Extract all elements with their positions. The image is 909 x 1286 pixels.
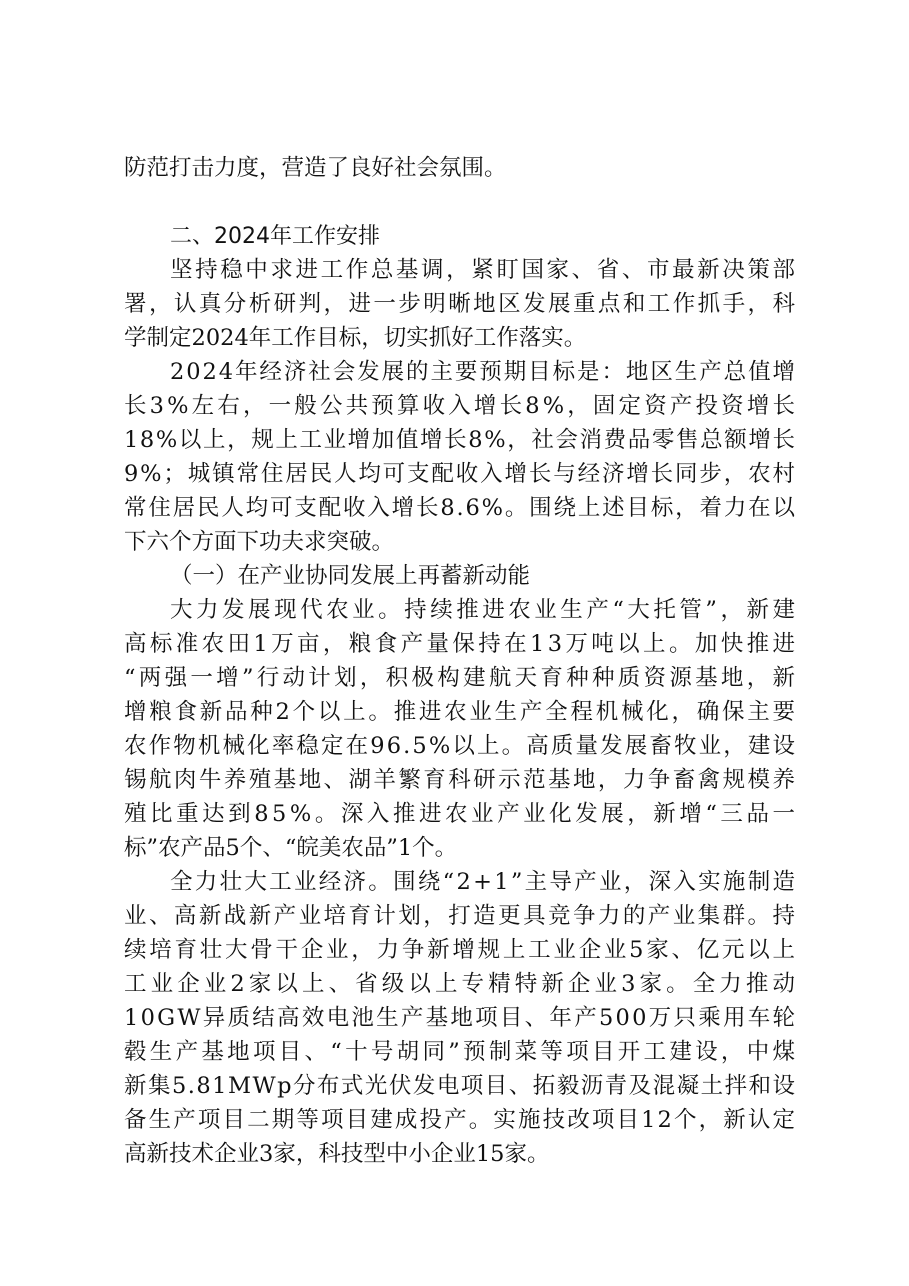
paragraph-4-line-3: 续培育壮大骨干企业，力争新增规上工业企业5家、亿元以上: [124, 937, 798, 963]
paragraph-line: [0, 1002, 909, 1034]
paragraph-3-line-5: 农作物机械化率稳定在96.5%以上。高质量发展畜牧业，建设: [124, 733, 798, 759]
paragraph-line: [0, 1104, 909, 1136]
paragraph-line: [0, 254, 909, 286]
paragraph-2-line-4: 9%；城镇常住居民人均可支配收入增长与经济增长同步，农村: [124, 461, 797, 487]
paragraph-2-line-5: 常住居民人均可支配收入增长8.6%。围绕上述目标，着力在以: [124, 495, 797, 521]
paragraph-3-line-7: 殖比重达到85%。深入推进农业产业化发展，新增“三品一: [124, 801, 799, 827]
paragraph-line: [0, 322, 909, 354]
paragraph-line: [0, 1138, 909, 1170]
paragraph-line: [0, 356, 909, 388]
paragraph-line: [0, 832, 909, 864]
subsection-heading: [0, 560, 909, 592]
paragraph-line: [0, 730, 909, 762]
paragraph-line: [0, 1036, 909, 1068]
paragraph-line: [0, 934, 909, 966]
paragraph-line: [0, 798, 909, 830]
text-line: [0, 152, 909, 184]
paragraph-4-line-5: 10GW异质结高效电池生产基地项目、年产500万只乘用车轮: [124, 1005, 798, 1031]
paragraph-1-line-3: 学制定2024年工作目标，切实抓好工作落实。: [124, 325, 587, 351]
section-heading-text: 二、2024年工作安排: [170, 224, 380, 249]
subsection-heading-text: （一）在产业协同发展上再蓄新动能: [170, 563, 531, 589]
paragraph-4-line-7: 新集5.81MWp分布式光伏发电项目、拓毅沥青及混凝土拌和设: [124, 1073, 797, 1099]
paragraph-line: [0, 594, 909, 626]
paragraph-1-line-1: 坚持稳中求进工作总基调，紧盯国家、省、市最新决策部: [170, 257, 798, 283]
paragraph-4-line-2: 业、高新战新产业培育计划，打造更具竞争力的产业集群。持: [124, 903, 798, 929]
paragraph-line: [0, 866, 909, 898]
paragraph-line: [0, 526, 909, 558]
paragraph-4-line-8: 备生产项目二期等项目建成投产。实施技改项目12个，新认定: [124, 1107, 798, 1133]
paragraph-3-line-8: 标”农产品5个、“皖美农品”1个。: [124, 835, 458, 861]
paragraph-1-line-2: 署，认真分析研判，进一步明晰地区发展重点和工作抓手，科: [124, 291, 798, 317]
intro-tail-text: 防范打击力度，营造了良好社会氛围。: [124, 155, 507, 181]
paragraph-line: [0, 628, 909, 660]
paragraph-line: [0, 458, 909, 490]
paragraph-4-line-4: 工业企业2家以上、省级以上专精特新企业3家。全力推动: [124, 971, 800, 997]
paragraph-2-line-3: 18%以上，规上工业增加值增长8%，社会消费品零售总额增长: [124, 427, 797, 453]
paragraph-3-line-3: “两强一增”行动计划，积极构建航天育种种质资源基地，新: [124, 665, 799, 691]
paragraph-3-line-2: 高标准农田1万亩，粮食产量保持在13万吨以上。加快推进: [124, 631, 799, 657]
paragraph-2-line-2: 长3%左右，一般公共预算收入增长8%，固定资产投资增长: [124, 393, 799, 419]
paragraph-line: [0, 492, 909, 524]
paragraph-4-line-1: 全力壮大工业经济。围绕“2+1”主导产业，深入实施制造: [170, 869, 798, 895]
paragraph-line: [0, 900, 909, 932]
paragraph-line: [0, 424, 909, 456]
paragraph-2-line-6: 下六个方面下功夫求突破。: [124, 529, 395, 555]
paragraph-line: [0, 288, 909, 320]
paragraph-line: [0, 968, 909, 1000]
paragraph-line: [0, 764, 909, 796]
section-heading: [0, 221, 909, 253]
paragraph-line: [0, 662, 909, 694]
paragraph-line: [0, 390, 909, 422]
paragraph-4-line-6: 毂生产基地项目、“十号胡同”预制菜等项目开工建设，中煤: [124, 1039, 799, 1065]
paragraph-3-line-6: 锡航肉牛养殖基地、湖羊繁育科研示范基地，力争畜禽规模养: [124, 767, 798, 793]
paragraph-2-line-1: 2024年经济社会发展的主要预期目标是：地区生产总值增: [170, 359, 797, 385]
paragraph-line: [0, 696, 909, 728]
paragraph-4-line-9: 高新技术企业3家，科技型中小企业15家。: [124, 1141, 550, 1167]
paragraph-3-line-4: 增粮食新品种2个以上。推进农业生产全程机械化，确保主要: [124, 699, 798, 725]
paragraph-3-line-1: 大力发展现代农业。持续推进农业生产“大托管”，新建: [170, 597, 799, 623]
paragraph-line: [0, 1070, 909, 1102]
